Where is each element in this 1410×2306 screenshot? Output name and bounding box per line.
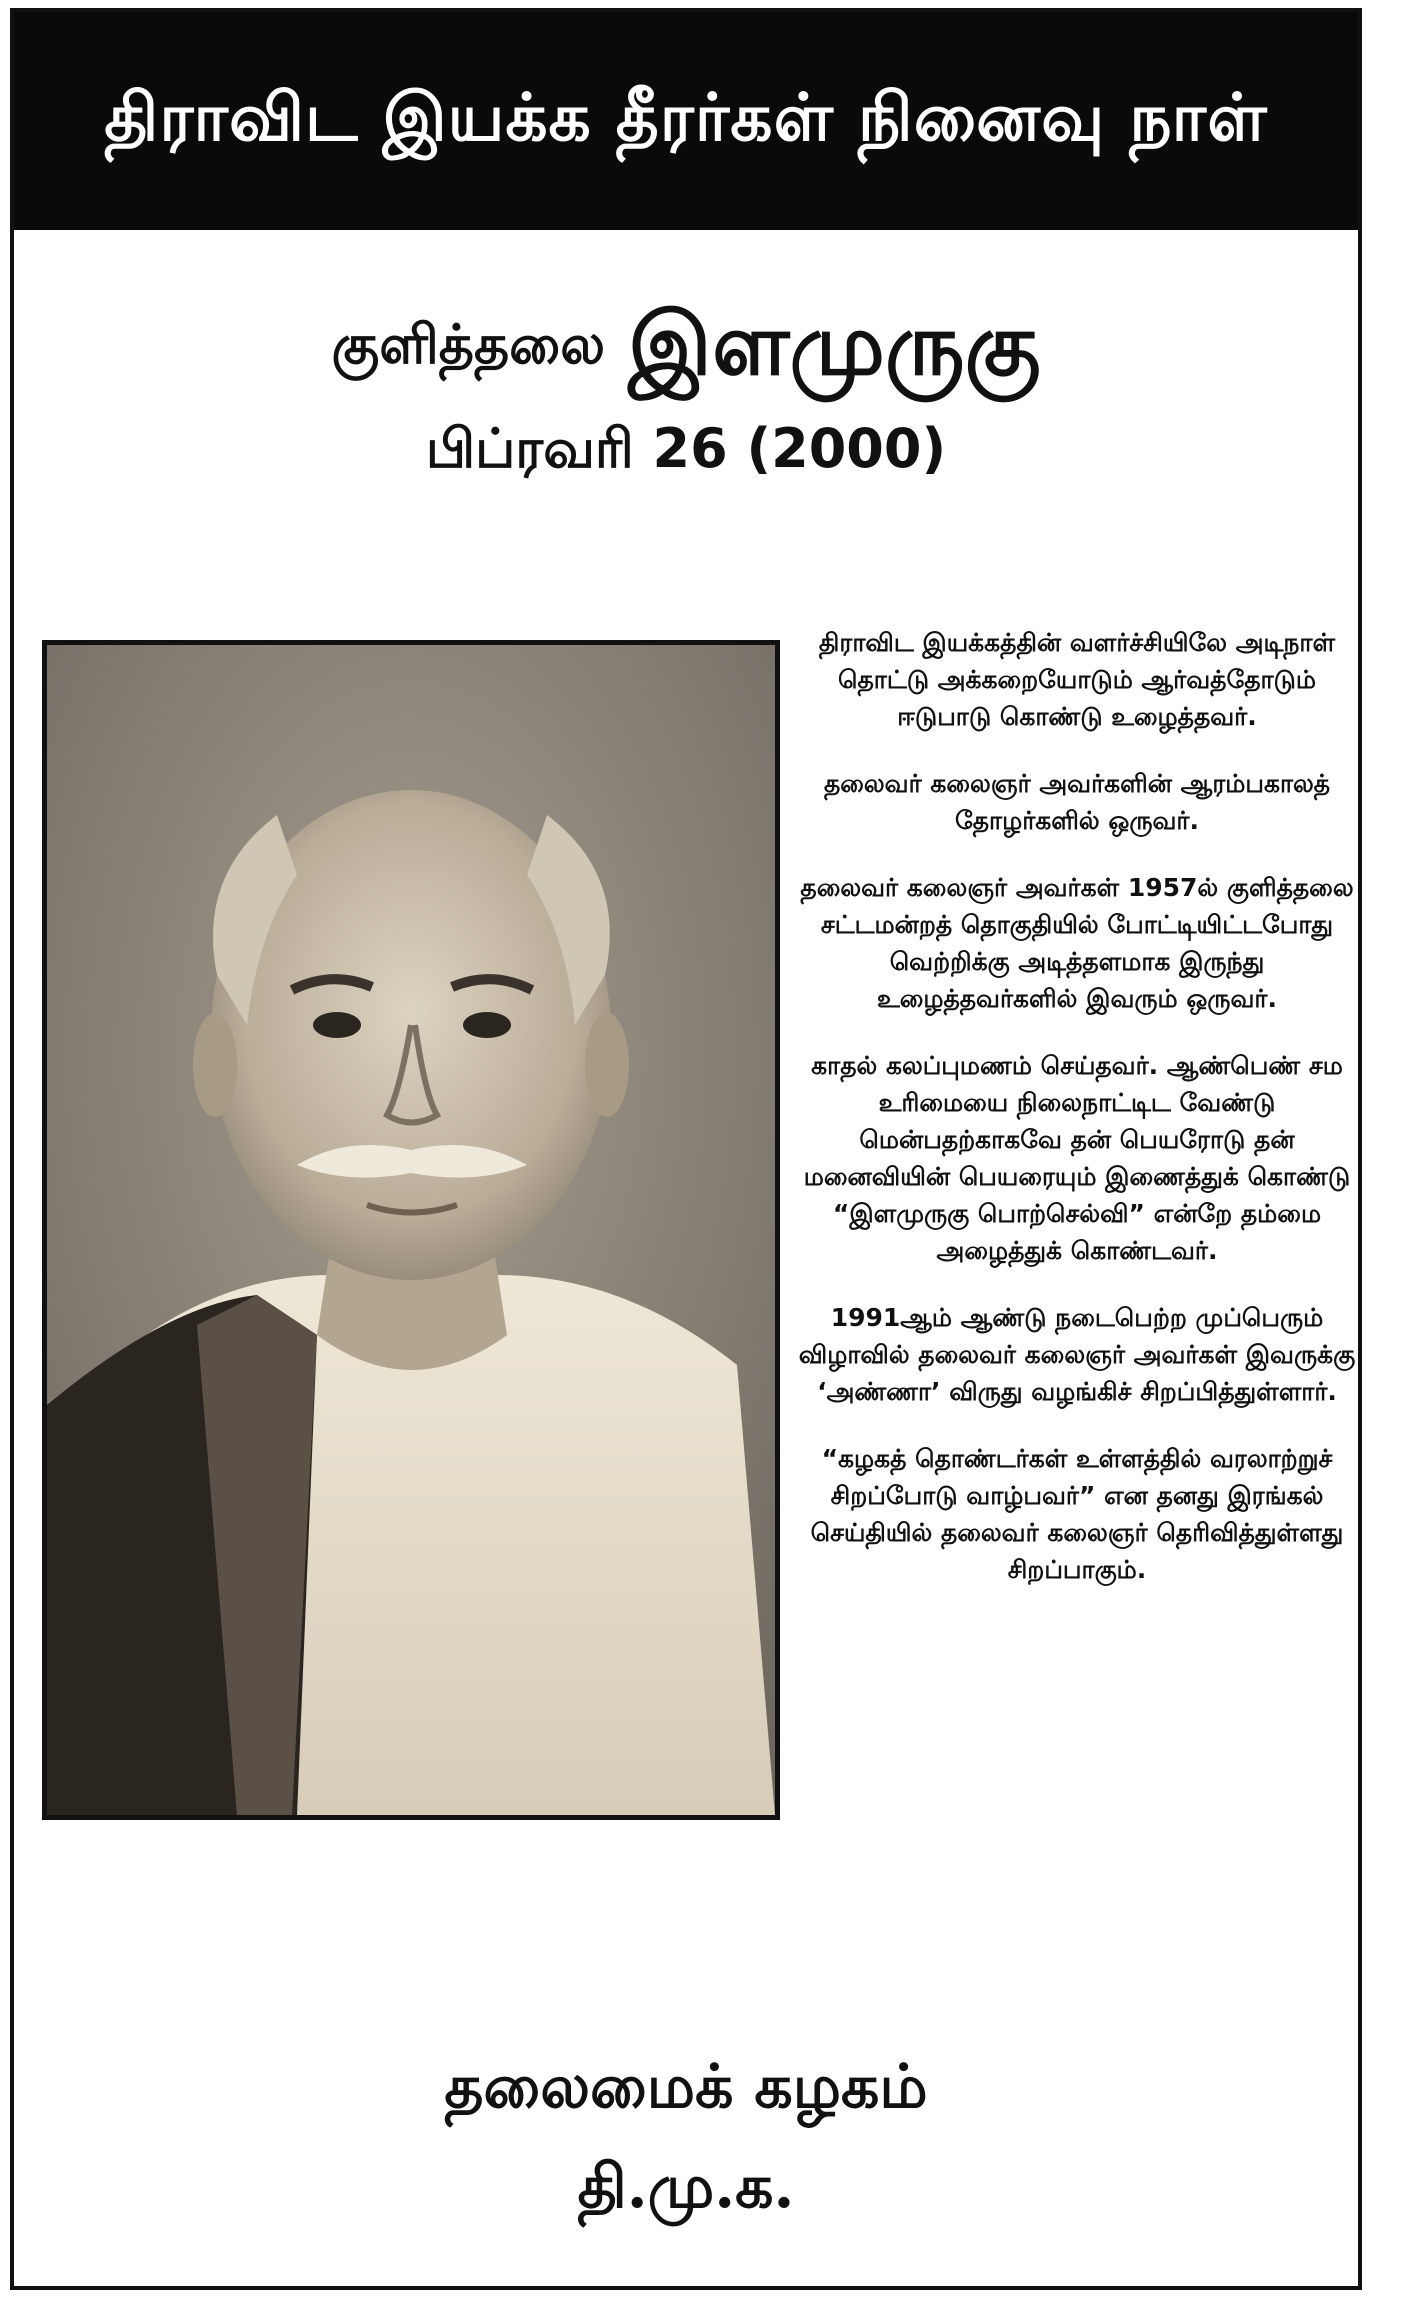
title-banner: [14, 12, 1358, 230]
bio-paragraph: தலைவர் கலைஞர் அவர்களின் ஆரம்பகாலத் தோழர்களில் ஒருவர்.: [823, 769, 1331, 835]
portrait-photo: [42, 640, 780, 1820]
bio-paragraph: “கழகத் தொண்டர்கள் உள்ளத்தில் வரலாற்றுச் சிறப்போடு வாழ்பவர்” என தனது இரங்கல் செய்தியில் தலைவர் கலைஞர் தெரிவித்துள்ளது சிறப்பாகும்.: [810, 1444, 1344, 1584]
bio-paragraph: திராவிட இயக்கத்தின் வளர்ச்சியிலே அடிநாள் தொட்டு அக்கறையோடும் ஆர்வத்தோடும் ஈடுபாடு கொண்டு உழைத்தவர்.: [818, 628, 1336, 731]
bio-paragraph: 1991ஆம் ஆண்டு நடைபெற்ற முப்பெரும் விழாவில் தலைவர் கலைஞர் அவர்கள் இவருக்கு ‘அண்ணா’ விருது வழங்கிச் சிறப்பித்துள்ளார்.: [798, 1303, 1356, 1406]
footer-party-name: தி.மு.க.: [577, 2152, 795, 2222]
person-name: இளமுருகு: [628, 295, 1041, 395]
banner-title: திராவிட இயக்க தீரர்கள் நினைவு நாள்: [104, 77, 1268, 156]
memorial-poster: [10, 8, 1362, 2290]
memorial-date: பிப்ரவரி 26 (2000): [425, 417, 947, 480]
footer-organization: தலைமைக் கழகம்: [444, 2052, 928, 2122]
biography-text: [794, 624, 1360, 1618]
bio-paragraph: தலைவர் கலைஞர் அவர்கள் 1957ல் குளித்தலை சட்டமன்றத் தொகுதியில் போட்டியிட்டபோது வெற்றிக்கு அடித்தளமாக இருந்து உழைத்தவர்களில் இவரும் ஒருவர்.: [800, 873, 1354, 1013]
place-name: குளித்தலை: [331, 313, 606, 376]
bio-paragraph: காதல் கலப்புமணம் செய்தவர். ஆண்பெண் சம உரிமையை நிலைநாட்டிட வேண்டு மென்பதற்காகவே தன் பெயரோடு தன் மனைவியின் பெயரையும் இணைத்துக் கொண்டு “இளமுருகு பொற்செல்வி” என்றே தம்மை அழைத்துக் கொண்டவர்.: [803, 1051, 1351, 1265]
name-heading: [14, 295, 1358, 395]
portrait-illustration: [47, 645, 775, 1815]
